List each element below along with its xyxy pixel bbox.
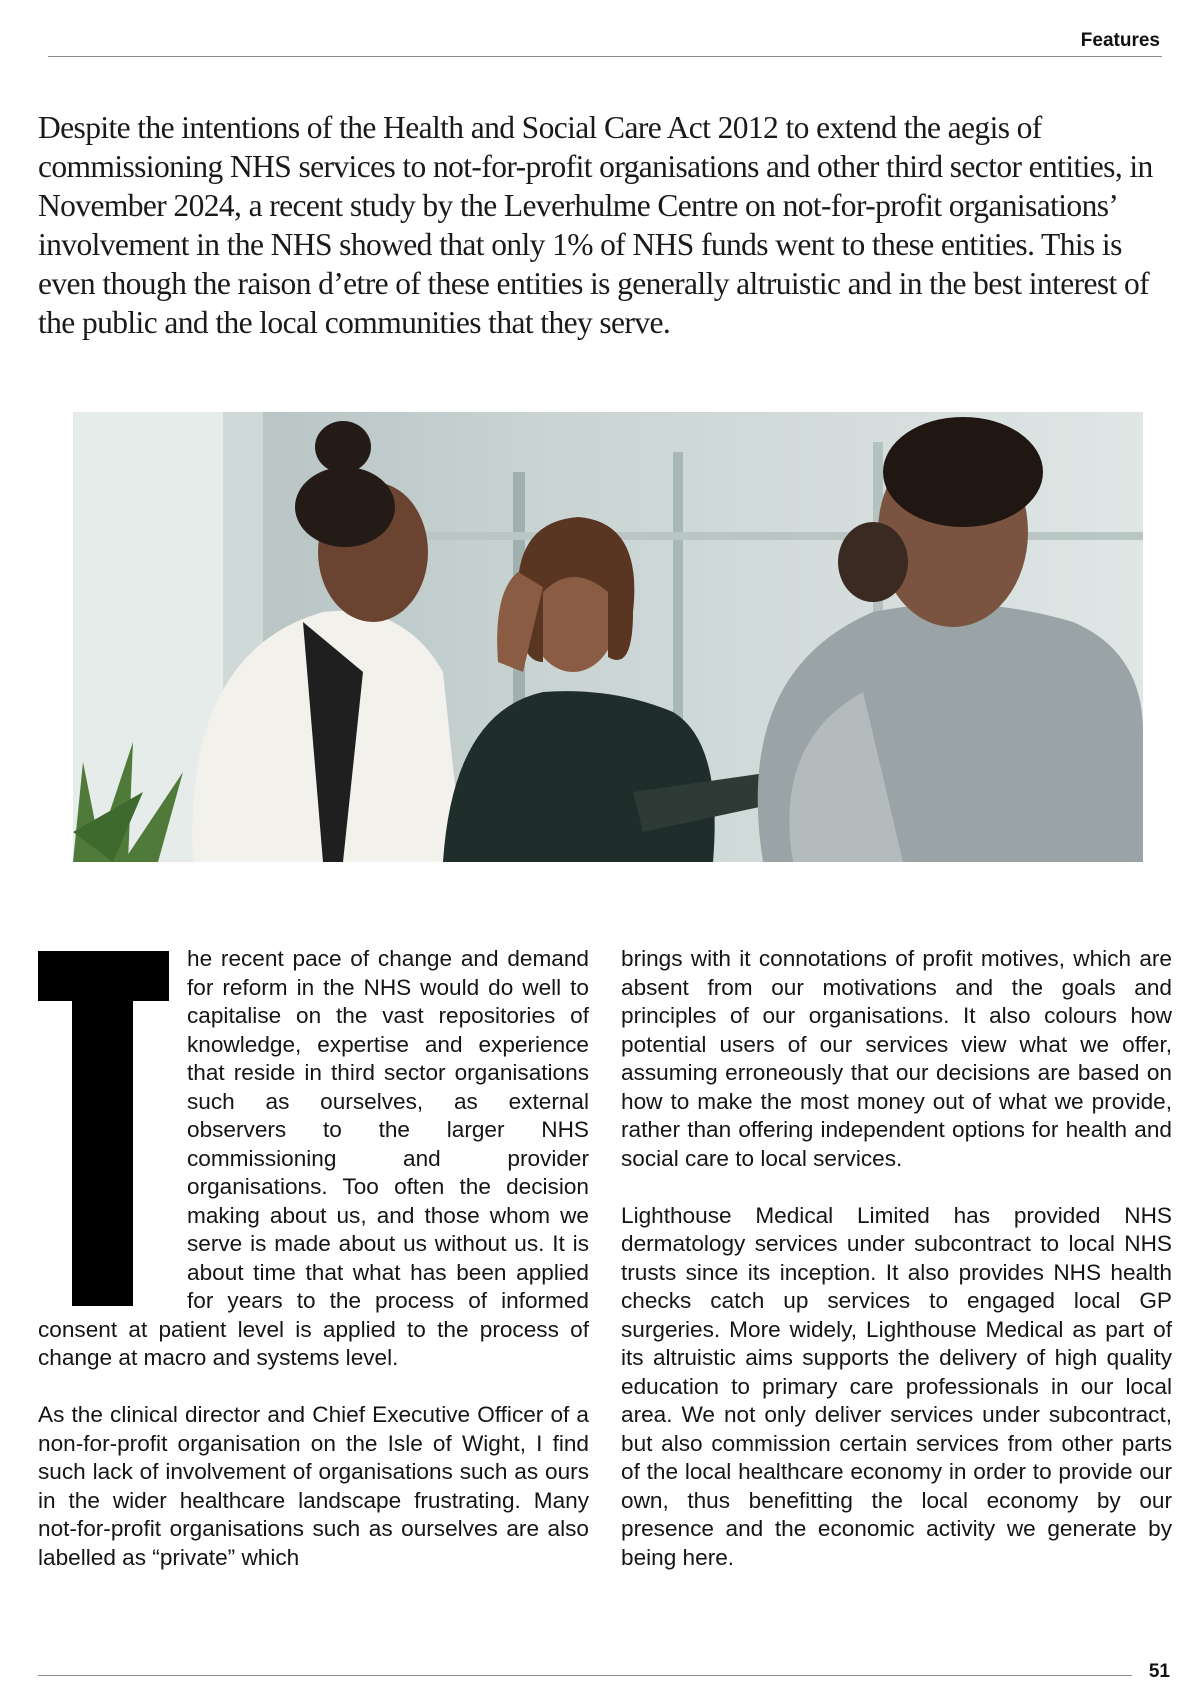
article-column-left	[38, 945, 589, 1572]
paragraph-4: Lighthouse Medical Limited has provided NHS dermatology services under subcontract to local NHS trusts since its inception. It also provides NHS health checks catch up services to engaged local GP surgeries. More widely, Lighthouse Medical as part of its altruistic aims supports the delivery of high quality education to primary care professionals in our local area. We not only deliver services under subcontract, but also commission certain services from other parts of the local healthcare economy in order to provide our own, thus benefitting the local economy by our presence and the economic activity we generate by being here.	[621, 1202, 1172, 1570]
paragraph-1: he recent pace of change and demand for reform in the NHS would do well to capitalise on the vast repositories of knowledge, expertise and experience that reside in third sector organisations such as ourselves, as external observers to the larger NHS commissioning and provider organisations. Too often the decision making about us, and those whom we serve is made about us without us. It is about time that what has been applied for years to the process of informed consent at patient level is applied to the process of change at macro and systems level.	[38, 946, 589, 1370]
paragraph-2: As the clinical director and Chief Executive Officer of a non-for-profit organisation on the Isle of Wight, I find such lack of involvement of organisations such as ours in the wider healthcare landscape frustrating. Many not-for-profit organisations such as ourselves are also labelled as “private” which	[38, 1402, 589, 1570]
footer-divider	[38, 1675, 1132, 1676]
intro-paragraph: Despite the intentions of the Health and Social Care Act 2012 to extend the aegis of commissioning NHS services to not-for-profit organisations and other third sector entities, in November 2024, a recent study by the Leverhulme Centre on not-for-profit organisations’ involvement in the NHS showed that only 1% of NHS funds went to these entities. This is even though the raison d’etre of these entities is generally altruistic and in the best interest of the public and the local communities that they serve.	[38, 110, 1153, 340]
article-column-right	[621, 945, 1172, 1572]
drop-cap-letter	[38, 951, 39, 952]
paragraph-3: brings with it connotations of profit motives, which are absent from our motivations and the goals and principles of our organisations. It also colours how potential users of our services view what we offer, assuming erroneously that our decisions are based on how to make the most money out of what we provide, rather than offering independent options for health and social care to local services.	[621, 946, 1172, 1171]
page-number: 51	[1148, 1661, 1170, 1682]
header-divider	[48, 56, 1162, 57]
section-label: Features	[1080, 30, 1160, 51]
meeting-photo-illustration	[73, 412, 1143, 862]
drop-cap	[38, 951, 169, 1306]
meeting-photo	[73, 412, 1143, 862]
drop-cap-stem	[72, 951, 133, 1306]
